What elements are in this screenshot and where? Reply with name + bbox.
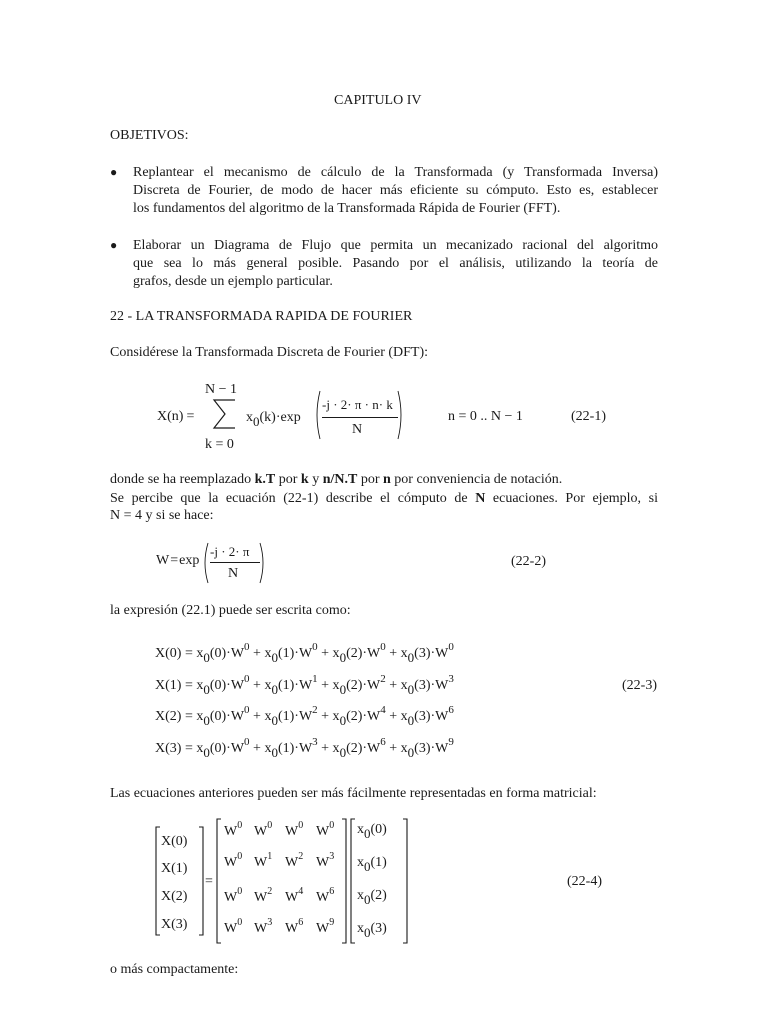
bullet-2-line-1: Elaborar un Diagrama de Flujo que permita un mecanizado racional del algoritmo — [133, 238, 658, 253]
eq3-lhs: X(3) — [155, 741, 182, 756]
eq4-w-entry: $W^0$ — [224, 917, 243, 936]
eq4-w-entry: $W^3$ — [254, 917, 273, 936]
para4: Las ecuaciones anteriores pueden ser más fácilmente representadas en forma matricial: — [110, 786, 597, 801]
eq3-exponent: 1 — [312, 673, 318, 685]
eq4-equals: = — [205, 874, 213, 889]
bullet-1-line-2: Discreta de Fourier, de modo de hacer más eficiente su cómputo. Esto es, establecer — [133, 183, 658, 198]
closing-line: o más compactamente: — [110, 962, 239, 977]
eq3-exponent: 0 — [312, 641, 318, 653]
eq3-exponent: 3 — [448, 673, 454, 685]
eq4-w-exponent: 0 — [237, 886, 243, 897]
eq4-w-entry: $W^0$ — [224, 820, 243, 839]
bullet-2-line-2: que sea lo más general posible. Pasando por el análisis, utilizando la teoría de — [133, 256, 658, 271]
eq1-sum-lower: k = 0 — [205, 437, 234, 452]
eq4-w-entry: $W^2$ — [285, 851, 304, 870]
eq3-exponent: 9 — [448, 736, 454, 748]
eq4-lhs-entry: X(1) — [161, 861, 188, 876]
eq1-frac-num: -j · 2· π · n· k — [322, 397, 393, 412]
bracket-right — [198, 826, 205, 936]
eq3-exponent: 2 — [312, 704, 318, 716]
eq3-exponent: 3 — [312, 736, 318, 748]
eq2-frac-num: -j · 2· π — [210, 544, 250, 559]
eq4-w-entry: $W^2$ — [254, 886, 273, 905]
eq4-w-entry: $W^1$ — [254, 851, 273, 870]
eq4-w-exponent: 0 — [267, 820, 273, 831]
eq4-w-entry: $W^9$ — [316, 917, 335, 936]
eq4-w-entry: $W^0$ — [254, 820, 273, 839]
eq3-lhs: X(1) — [155, 678, 182, 693]
eq4-w-exponent: 2 — [267, 886, 273, 897]
eq4-rhs-entry: x0(2) — [357, 888, 387, 907]
eq4-w-exponent: 9 — [329, 917, 335, 928]
eq1-term: x0(k)·exp — [246, 410, 301, 429]
eq3-exponent: 4 — [380, 704, 386, 716]
eq1-range: n = 0 .. N − 1 — [448, 409, 523, 424]
eq4-w-entry: $W^0$ — [224, 886, 243, 905]
bullet-marker: ● — [110, 165, 118, 179]
eq3-exponent: 0 — [380, 641, 386, 653]
eq4-w-exponent: 0 — [237, 917, 243, 928]
eq3-exponent: 6 — [448, 704, 454, 716]
eq1-frac-den: N — [352, 422, 363, 437]
bullet-marker: ● — [110, 238, 118, 252]
eq3-exponent: 0 — [244, 673, 250, 685]
eq4-w-exponent: 1 — [267, 851, 273, 862]
objectives-heading: OBJETIVOS: — [110, 128, 189, 143]
eq4-rhs-entry: x0(1) — [357, 855, 387, 874]
bullet-1-line-1: Replantear el mecanismo de cálculo de la Transformada (y Transformada Inversa) — [133, 165, 658, 180]
bracket-right — [402, 818, 409, 944]
bullet-text-2 — [133, 237, 658, 291]
eq3-lhs: X(0) — [155, 646, 182, 661]
bracket-left — [216, 818, 223, 944]
eq4-w-entry: $W^6$ — [316, 886, 335, 905]
eq3-lhs: X(2) — [155, 709, 182, 724]
eq1-sum-upper: N − 1 — [205, 382, 238, 397]
eq4-w-exponent: 3 — [329, 851, 335, 862]
eq4-rhs-entry: x0(3) — [357, 921, 387, 940]
eq2-label: (22-2) — [511, 554, 546, 569]
eq3-exponent: 2 — [380, 673, 386, 685]
eq2-frac-den: N — [228, 566, 239, 581]
eq4-w-exponent: 4 — [298, 886, 304, 897]
para2-line3: N = 4 y si se hace: — [110, 508, 214, 523]
eq4-w-exponent: 0 — [237, 851, 243, 862]
eq2-frac-bar — [210, 562, 260, 563]
eq4-w-entry: $W^0$ — [285, 820, 304, 839]
intro-line: Considérese la Transformada Discreta de Fourier (DFT): — [110, 345, 429, 360]
eq4-w-exponent: 6 — [298, 917, 304, 928]
eq1-label: (22-1) — [571, 409, 606, 424]
eq3-row: $X(2) = x0(0)\cdot W^0 + x0(1)\cdot W^2 + x0(2)\cdot W^4 + x0(3)\cdot W^6$ — [155, 704, 454, 728]
eq1-frac-bar — [322, 417, 398, 418]
eq3-row: $X(3) = x0(0)\cdot W^0 + x0(1)\cdot W^3 + x0(2)\cdot W^6 + x0(3)\cdot W^9$ — [155, 736, 454, 760]
section-heading: 22 - LA TRANSFORMADA RAPIDA DE FOURIER — [110, 309, 413, 324]
eq4-lhs-entry: X(0) — [161, 834, 188, 849]
eq3-row: $X(1) = x0(0)\cdot W^0 + x0(1)\cdot W^1 + x0(2)\cdot W^2 + x0(3)\cdot W^3$ — [155, 673, 454, 697]
chapter-title: CAPITULO IV — [334, 93, 422, 108]
eq4-w-entry: $W^6$ — [285, 917, 304, 936]
eq3-row: $X(0) = x0(0)\cdot W^0 + x0(1)\cdot W^0 + x0(2)\cdot W^0 + x0(3)\cdot W^0$ — [155, 641, 454, 665]
eq4-lhs-entry: X(2) — [161, 889, 188, 904]
eq2-lhs: W=exp — [156, 553, 200, 568]
summation-symbol — [212, 398, 238, 430]
eq4-w-entry: $W^4$ — [285, 886, 304, 905]
eq4-w-exponent: 3 — [267, 917, 273, 928]
eq3-exponent: 0 — [244, 704, 250, 716]
bracket-right — [341, 818, 348, 944]
eq1-lhs: X(n) = — [157, 409, 195, 424]
eq4-label: (22-4) — [567, 874, 602, 889]
para3: la expresión (22.1) puede ser escrita como: — [110, 603, 351, 618]
bullet-2-line-3: grafos, desde un ejemplo particular. — [133, 274, 333, 289]
para2-line2: Se percibe que la ecuación (22-1) describe el cómputo de N ecuaciones. Por ejemplo, si — [110, 491, 658, 506]
eq4-w-entry: $W^0$ — [316, 820, 335, 839]
eq3-exponent: 0 — [244, 736, 250, 748]
eq3-exponent: 0 — [244, 641, 250, 653]
eq3-label: (22-3) — [622, 678, 657, 693]
eq4-w-exponent: 6 — [329, 886, 335, 897]
eq4-w-entry: $W^0$ — [224, 851, 243, 870]
eq4-w-exponent: 0 — [237, 820, 243, 831]
bullet-text-1 — [133, 164, 658, 218]
eq4-lhs-entry: X(3) — [161, 917, 188, 932]
eq4-w-exponent: 0 — [329, 820, 335, 831]
eq4-w-entry: $W^3$ — [316, 851, 335, 870]
eq4-w-exponent: 0 — [298, 820, 304, 831]
bracket-left — [350, 818, 357, 944]
para2-line1: donde se ha reemplazado k.T por k y n/N.T por n por conveniencia de notación. — [110, 472, 563, 487]
eq3-exponent: 6 — [380, 736, 386, 748]
eq4-w-exponent: 2 — [298, 851, 304, 862]
eq3-exponent: 0 — [448, 641, 454, 653]
bullet-1-line-3: los fundamentos del algoritmo de la Transformada Rápida de Fourier (FFT). — [133, 201, 561, 216]
eq4-rhs-entry: x0(0) — [357, 822, 387, 841]
